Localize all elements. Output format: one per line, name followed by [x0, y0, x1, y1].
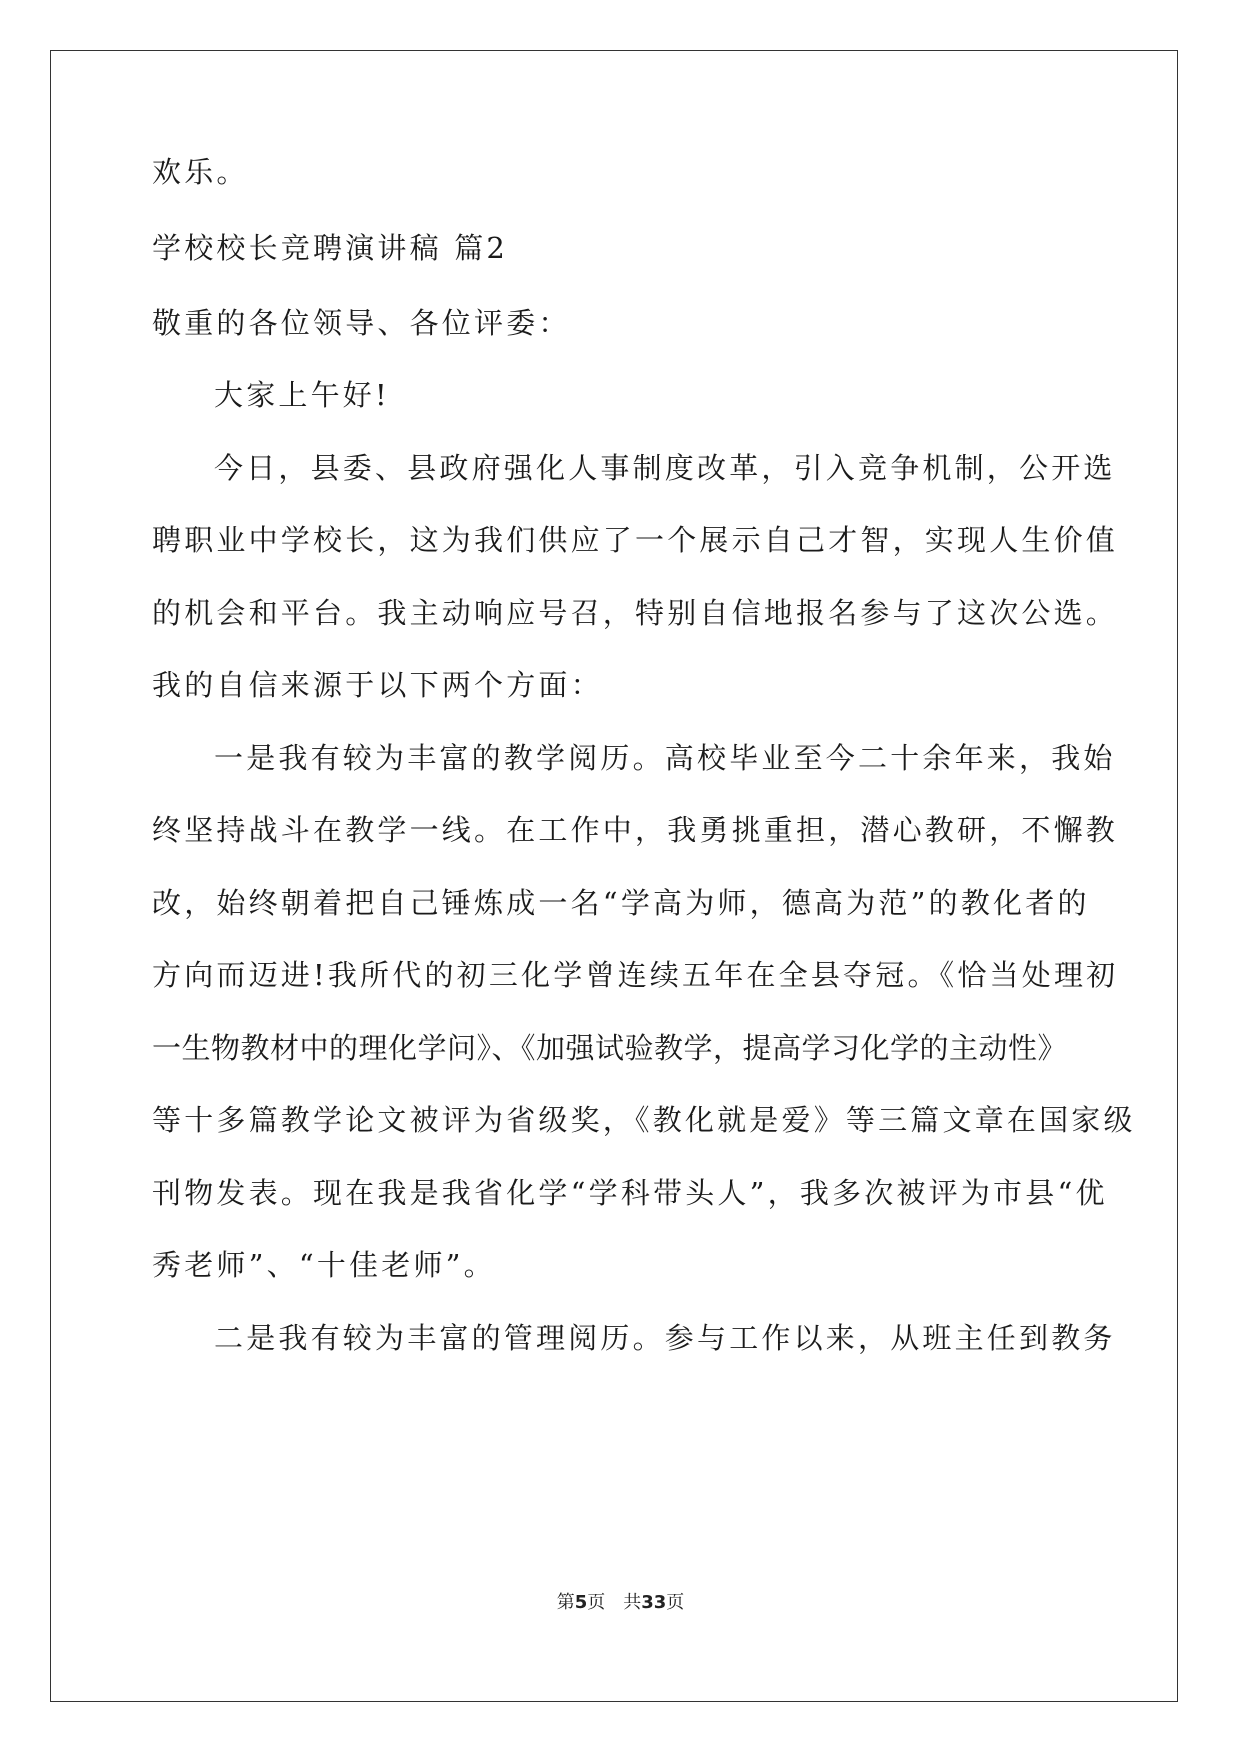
- text-line: 的机会和平台。我主动响应号召，特别自信地报名参与了这次公选。: [152, 596, 1119, 630]
- page-border: [50, 50, 1178, 1702]
- text-line: 一是我有较为丰富的教学阅历。高校毕业至今二十余年来，我始: [214, 741, 1116, 775]
- text-line: 秀老师”、“十佳老师”。: [152, 1248, 496, 1282]
- salutation: 敬重的各位领导、各位评委：: [152, 306, 571, 340]
- text-line: 欢乐。: [152, 155, 249, 189]
- text-line: 我的自信来源于以下两个方面：: [152, 668, 603, 702]
- footer-middle: 页 共: [587, 1592, 642, 1613]
- text-line: 聘职业中学校长，这为我们供应了一个展示自己才智，实现人生价值: [152, 523, 1119, 557]
- text-line: 终坚持战斗在教学一线。在工作中，我勇挑重担，潜心教研，不懈教: [152, 813, 1119, 847]
- text-line: 今日，县委、县政府强化人事制度改革，引入竞争机制，公开选: [214, 451, 1116, 485]
- text-line: 一生物教材中的理化学问》、《加强试验教学，提高学习化学的主动性》: [152, 1031, 1068, 1065]
- text-line: 等十多篇教学论文被评为省级奖，《教化就是爱》等三篇文章在国家级: [152, 1103, 1136, 1137]
- text-line: 二是我有较为丰富的管理阅历。参与工作以来，从班主任到教务: [214, 1321, 1116, 1355]
- greeting: 大家上午好!: [214, 378, 390, 412]
- current-page-number: 5: [574, 1592, 588, 1613]
- text-line: 改，始终朝着把自己锤炼成一名“学高为师，德高为范”的教化者的: [152, 886, 1090, 920]
- text-line: 方向而迈进!我所代的初三化学曾连续五年在全县夺冠。《恰当处理初: [152, 958, 1119, 992]
- text-line: 刊物发表。现在我是我省化学“学科带头人”，我多次被评为市县“优: [152, 1176, 1108, 1210]
- page-footer: [0, 1588, 1241, 1614]
- footer-suffix: 页: [666, 1592, 685, 1613]
- section-heading: 学校校长竞聘演讲稿 篇2: [152, 231, 509, 265]
- total-page-count: 33: [641, 1592, 667, 1613]
- footer-prefix: 第: [556, 1592, 575, 1613]
